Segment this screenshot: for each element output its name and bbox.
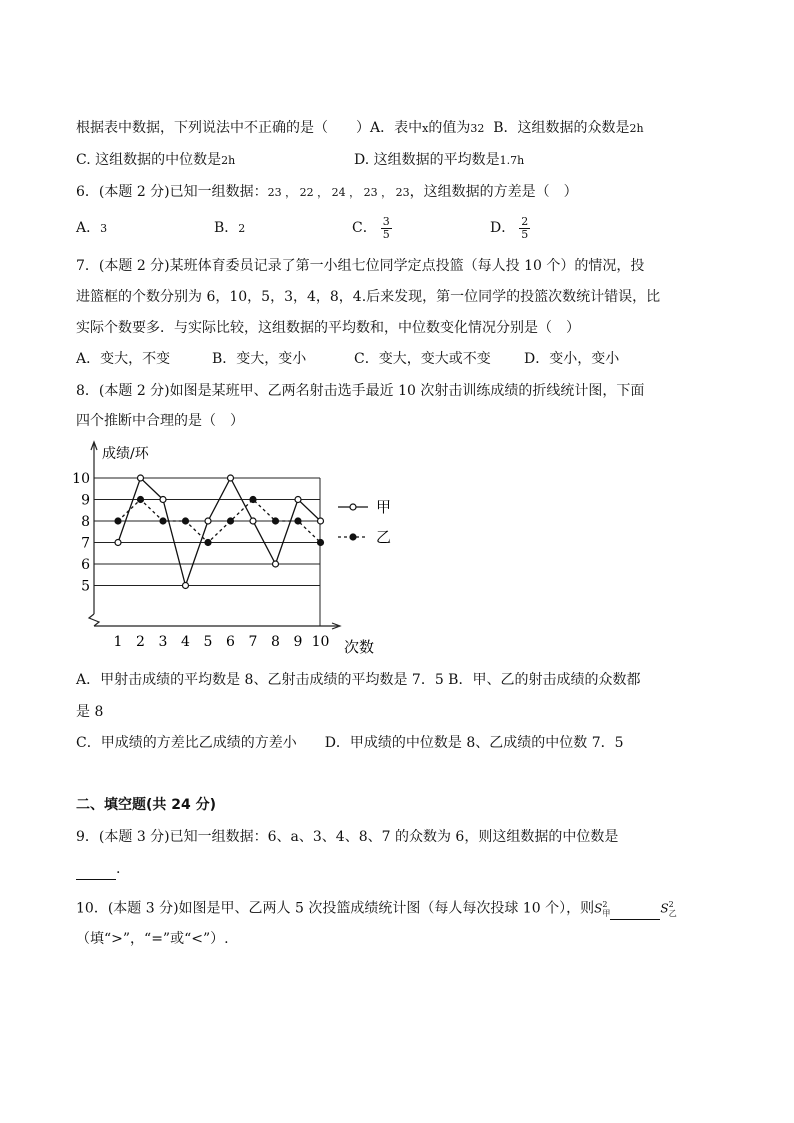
q7-line-3: 实际个数要多．与实际比较，这组数据的平均数和，中位数变化情况分别是（ ）	[76, 320, 580, 336]
y-tick-labels	[72, 471, 90, 595]
q6-option-c-label: C．	[352, 220, 377, 236]
q9-line-1: 9．(本题 3 分)已知一组数据：6、a、3、4、8、7 的众数为 6，则这组数据的中位数是	[76, 829, 619, 845]
q5-text-b: 的值为	[428, 120, 471, 136]
x-tick-label-6: 6	[226, 634, 235, 650]
q6-stem	[76, 182, 578, 203]
q6-option-d	[490, 212, 530, 244]
q6-option-c-numerator: 3	[382, 214, 390, 228]
series-2-point-9	[295, 518, 301, 524]
series-1-point-3	[160, 497, 166, 503]
q10-line-1	[76, 895, 677, 924]
q6-stem-text: 6．(本题 2 分)已知一组数据：	[76, 184, 268, 200]
x-tick-label-2: 2	[136, 634, 145, 650]
legend-label-2: 乙	[376, 528, 392, 546]
q6-option-d-label: D．	[490, 220, 516, 236]
series-1-point-4	[183, 583, 189, 589]
q10-answer-blank[interactable]	[610, 899, 660, 920]
x-tick-label-5: 5	[203, 634, 213, 650]
series-2-point-10	[318, 540, 324, 546]
series-2-point-1	[115, 518, 121, 524]
q8-option-c-d: C．甲成绩的方差比乙成绩的方差小 D．甲成绩的中位数是 8、乙成绩的中位数 7．5	[76, 735, 624, 751]
q5-var-x: x	[422, 122, 429, 135]
q5-value-2h-c: 2h	[221, 154, 236, 167]
series-1-point-10	[318, 518, 324, 524]
y-tick-label-9: 9	[81, 492, 90, 509]
series-1-point-9	[295, 497, 301, 503]
q7-line-1: 7．(本题 2 分)某班体育委员记录了第一小组七位同学定点投篮（每人投 10 个）的情况，投	[76, 258, 645, 274]
series-2-point-2	[138, 497, 144, 503]
series-2-point-6	[228, 518, 234, 524]
q9-period: .	[116, 861, 121, 877]
legend	[338, 498, 391, 546]
y-tick-label-5: 5	[81, 578, 90, 595]
q6-option-a-value: 3	[100, 222, 108, 235]
q6-option-c	[352, 212, 392, 244]
x-tick-labels	[114, 634, 330, 650]
q7-option-c: C．变大，变大或不变	[354, 351, 491, 367]
y-axis-title: 成绩/环	[102, 446, 149, 462]
q6-option-c-denominator: 5	[382, 227, 390, 241]
q7-line-2: 进篮框的个数分别为 6，10，5，3，4，8，4.后来发现，第一位同学的投篮次数统计错误，比	[76, 289, 661, 305]
q6-option-a	[76, 218, 107, 239]
legend-label-1: 甲	[376, 498, 392, 516]
q6-option-b-value: 2	[238, 222, 246, 235]
q7-option-b: B．变大，变小	[212, 351, 307, 367]
x-tick-label-4: 4	[181, 634, 190, 650]
x-tick-label-3: 3	[158, 634, 168, 650]
axes	[89, 442, 340, 629]
q10-line-2: （填“>”，“=”或“<”）.	[76, 931, 229, 947]
line-chart	[72, 436, 406, 660]
y-tick-label-8: 8	[81, 514, 90, 530]
y-tick-label-6: 6	[81, 557, 90, 573]
q5-value-32: 32	[470, 122, 485, 135]
series-1-point-2	[138, 475, 144, 481]
q9-answer-blank[interactable]	[76, 859, 116, 880]
series-2-point-3	[160, 518, 166, 524]
q5-stem-text: 根据表中数据，下列说法中不正确的是（ ）A．表中	[76, 120, 423, 136]
series-line-1	[118, 478, 321, 586]
q10-s-right-sub: 乙	[668, 909, 677, 919]
y-tick-label-7: 7	[81, 535, 90, 552]
q8-option-a-cont: 是 8	[76, 704, 104, 720]
series-group	[115, 475, 324, 589]
q7-option-d: D．变小，变小	[524, 351, 620, 367]
x-tick-label-1: 1	[113, 634, 123, 650]
x-tick-label-10: 10	[311, 634, 330, 650]
q10-s-right-sup: 2	[668, 900, 674, 909]
axis-break	[89, 614, 99, 626]
series-1-point-1	[115, 540, 121, 546]
q7-option-a: A．变大，不变	[76, 351, 171, 367]
x-tick-label-7: 7	[248, 634, 258, 650]
legend-marker-1	[350, 504, 356, 510]
x-axis-title: 次数	[344, 638, 375, 656]
q10-s-left-sub: 甲	[602, 909, 611, 919]
series-1-point-7	[250, 518, 256, 524]
q6-option-d-denominator: 5	[521, 227, 529, 241]
q5-line-1	[76, 118, 644, 139]
q5-line-2-d	[354, 150, 524, 171]
q6-option-a-label: A．	[76, 220, 101, 236]
series-2-point-8	[273, 518, 279, 524]
q5-option-b: B．这组数据的众数是	[493, 120, 630, 136]
legend-marker-2	[350, 534, 356, 540]
y-tick-label-10: 10	[72, 471, 90, 487]
x-tick-label-9: 9	[293, 634, 303, 650]
q10-s-left: S	[594, 901, 603, 916]
series-1-point-6	[228, 475, 234, 481]
series-2-point-7	[250, 497, 256, 503]
q9-line-2	[76, 859, 120, 880]
q5-value-2h: 2h	[629, 122, 644, 135]
q10-stem: 10．(本题 3 分)如图是甲、乙两人 5 次投篮成绩统计图（每人每次投球 10 个），则	[76, 900, 595, 917]
q6-option-b-label: B．	[214, 220, 239, 236]
q6-option-d-numerator: 2	[521, 214, 529, 228]
q8-option-a: A．甲射击成绩的平均数是 8、乙射击成绩的平均数是 7．5 B．甲、乙的射击成绩的众数都	[76, 672, 641, 688]
series-1-point-5	[205, 518, 211, 524]
q8-line-1: 8．(本题 2 分)如图是某班甲、乙两名射击选手最近 10 次射击训练成绩的折线统计图，下面	[76, 383, 645, 399]
q6-option-d-fraction	[519, 216, 530, 241]
q6-option-c-fraction	[381, 216, 392, 241]
q5-line-2	[76, 150, 235, 171]
q8-line-2: 四个推断中合理的是（ ）	[76, 413, 244, 429]
q5-option-d: D. 这组数据的平均数是	[354, 152, 500, 168]
q10-s-right: S	[660, 901, 669, 916]
q5-option-c: C. 这组数据的中位数是	[76, 152, 222, 168]
series-1-point-8	[273, 561, 279, 567]
x-tick-label-8: 8	[271, 634, 280, 650]
q10-s-left-sup: 2	[602, 900, 608, 909]
q6-data: 23 ， 22 ， 24 ， 23 ， 23	[267, 186, 410, 199]
q6-stem-end: ，这组数据的方差是（ ）	[409, 184, 578, 200]
series-2-point-4	[183, 518, 189, 524]
q6-option-b	[214, 218, 245, 239]
series-2-point-5	[205, 540, 211, 546]
q5-value-17h: 1.7h	[499, 154, 525, 167]
section-2-title: 二、填空题(共 24 分)	[76, 797, 217, 813]
